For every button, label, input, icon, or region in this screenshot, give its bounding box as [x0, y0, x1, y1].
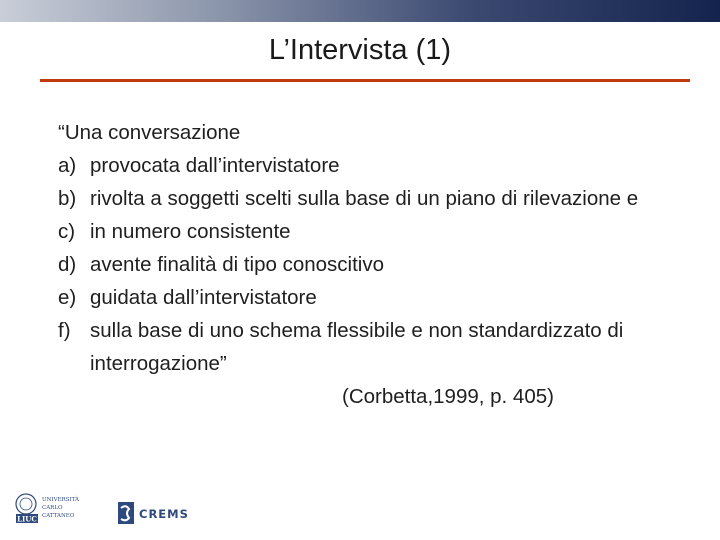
list-marker: c) — [58, 220, 76, 243]
list-item — [58, 182, 658, 215]
crems-logo-text: CREMS — [139, 507, 189, 521]
list-marker: d) — [58, 253, 77, 276]
definition-list — [58, 149, 658, 380]
list-item — [58, 281, 658, 314]
list-item-text: provocata dall’intervistatore — [90, 154, 340, 177]
crems-logo — [117, 500, 192, 526]
list-item — [58, 248, 658, 281]
list-item-text: avente finalità di tipo conoscitivo — [90, 253, 385, 276]
svg-text:UNIVERSITÀ: UNIVERSITÀ — [42, 497, 80, 503]
svg-text:CATTANEO: CATTANEO — [42, 513, 75, 519]
list-item-text: rivolta a soggetti scelti sulla base di un piano di rilevazione e — [90, 187, 639, 210]
list-item — [58, 314, 658, 380]
svg-text:CARLO: CARLO — [42, 505, 63, 511]
intro-line: “Una conversazione — [58, 121, 241, 144]
list-marker: e) — [58, 286, 77, 309]
slide-body — [58, 116, 658, 413]
list-item — [58, 149, 658, 182]
title-underline — [40, 79, 690, 82]
list-item-text: guidata dall’intervistatore — [90, 286, 317, 309]
university-logo-graphic — [14, 492, 84, 524]
top-gradient-bar — [0, 0, 720, 22]
slide-title: L’Intervista (1) — [268, 34, 452, 66]
list-item-text: sulla base di uno schema flessibile e non standardizzato di interrogazione” — [90, 319, 624, 375]
university-logo — [14, 492, 84, 524]
citation: (Corbetta,1999, p. 405) — [342, 385, 554, 408]
list-marker: a) — [58, 154, 77, 177]
crems-logo-mark — [117, 500, 137, 526]
list-item — [58, 215, 658, 248]
list-item-text: in numero consistente — [90, 220, 291, 243]
list-marker: f) — [58, 319, 71, 342]
list-marker: b) — [58, 187, 77, 210]
svg-text:LIUC: LIUC — [17, 514, 37, 524]
